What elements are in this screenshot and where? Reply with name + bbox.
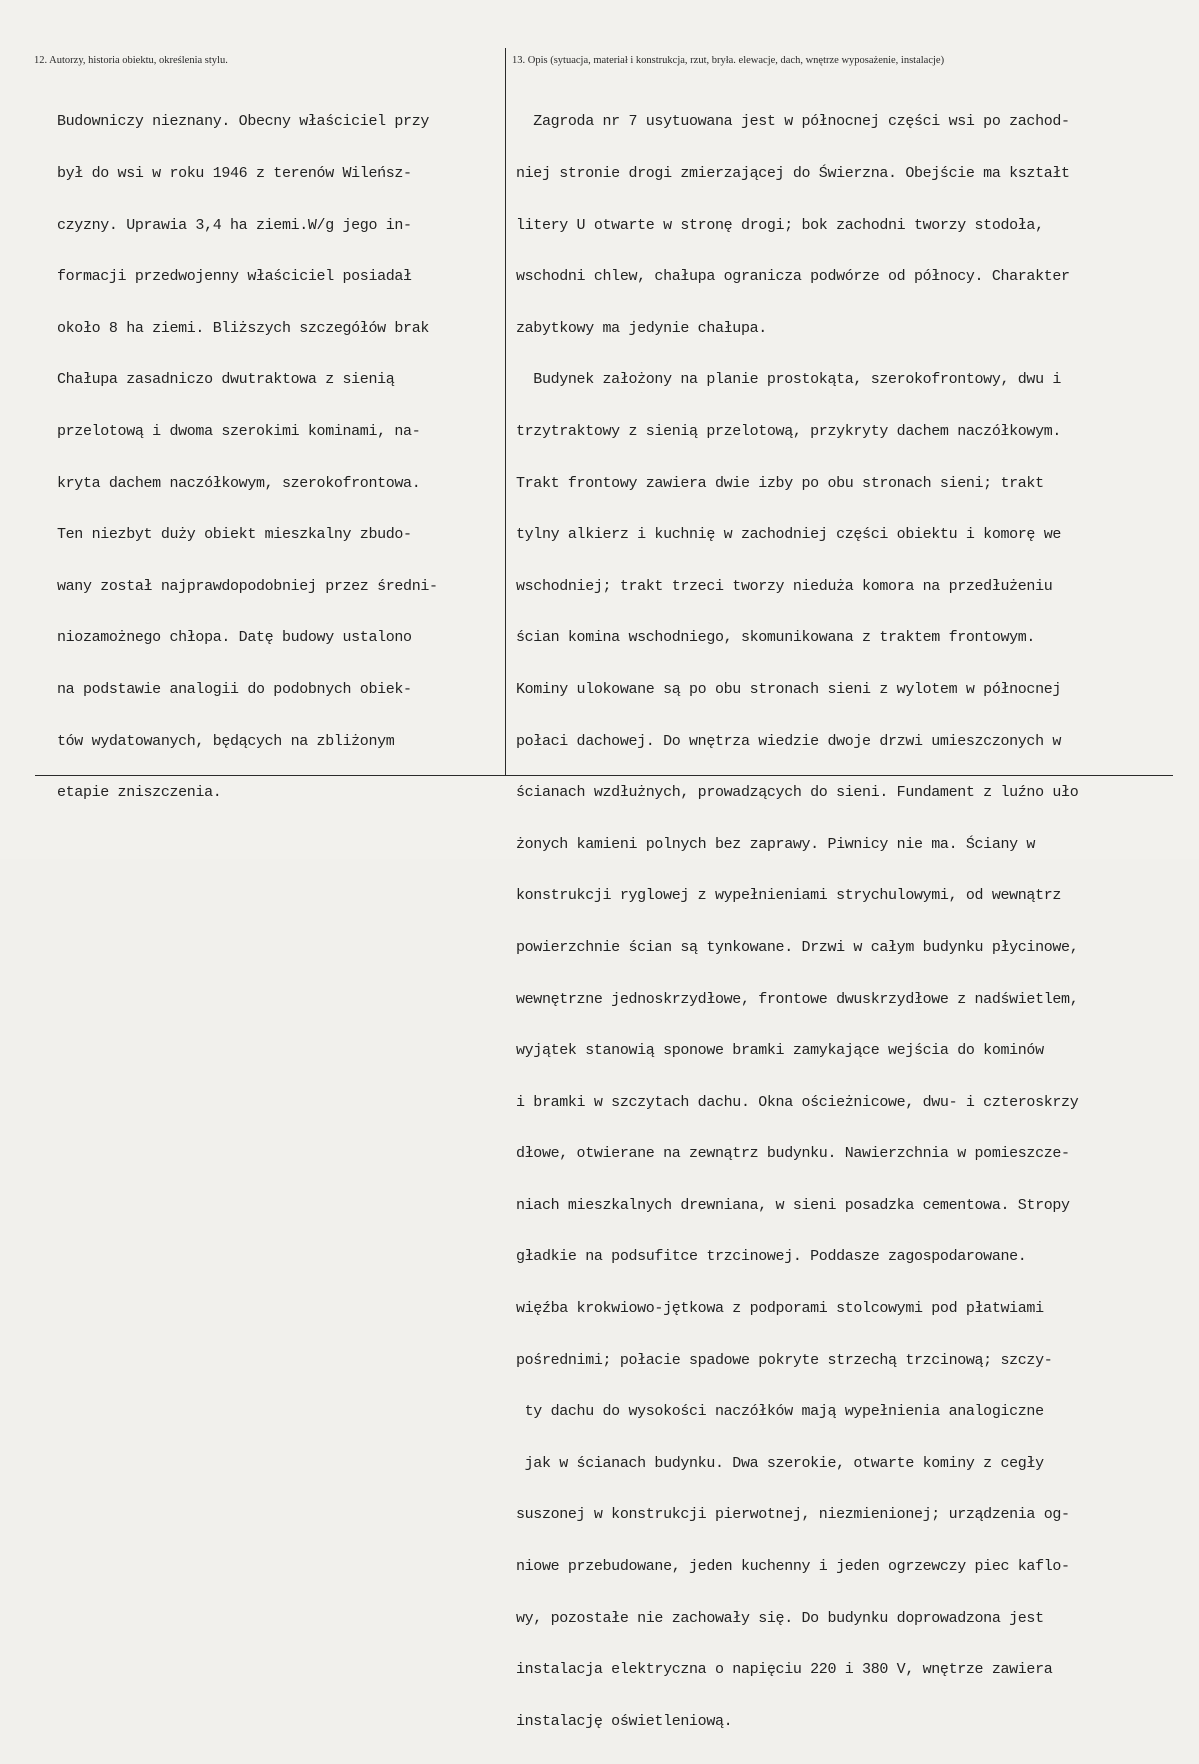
section-12-heading: 12. Autorzy, historia obiektu, określenia stylu. bbox=[34, 55, 228, 66]
text-line: powierzchnie ścian są tynkowane. Drzwi w całym budynku płycinowe, bbox=[516, 938, 1079, 956]
text-line: ścian komina wschodniego, skomunikowana z traktem frontowym. bbox=[516, 629, 1036, 647]
text-line: litery U otwarte w stronę drogi; bok zachodni tworzy stodoła, bbox=[516, 216, 1044, 234]
text-line: trzytraktowy z sienią przelotową, przykryty dachem naczółkowym. bbox=[516, 422, 1062, 440]
text-line: wy, pozostałe nie zachowały się. Do budynku doprowadzona jest bbox=[516, 1609, 1044, 1627]
text-line: instalację oświetleniową. bbox=[516, 1712, 733, 1730]
text-line: żonych kamieni polnych bez zaprawy. Piwnicy nie ma. Ściany w bbox=[516, 835, 1036, 853]
text-line: wany został najprawdopodobniej przez średni- bbox=[57, 577, 438, 595]
text-line: Ten niezbyt duży obiekt mieszkalny zbudo- bbox=[57, 526, 412, 544]
text-line: suszonej w konstrukcji pierwotnej, niezmienionej; urządzenia og- bbox=[516, 1506, 1070, 1524]
text-line: Trakt frontowy zawiera dwie izby po obu stronach sieni; trakt bbox=[516, 474, 1044, 492]
text-line: instalacja elektryczna o napięciu 220 i 380 V, wnętrze zawiera bbox=[516, 1661, 1053, 1679]
text-line: Kominy ulokowane są po obu stronach sieni z wylotem w północnej bbox=[516, 680, 1062, 698]
text-line: zabytkowy ma jedynie chałupa. bbox=[516, 319, 767, 337]
text-line: na podstawie analogii do podobnych obiek- bbox=[57, 680, 412, 698]
text-line: Budowniczy nieznany. Obecny właściciel przy bbox=[57, 113, 430, 131]
text-line: około 8 ha ziemi. Bliższych szczegółów brak bbox=[57, 319, 430, 337]
text-line: niowe przebudowane, jeden kuchenny i jeden ogrzewczy piec kaflo- bbox=[516, 1558, 1070, 1576]
text-line: gładkie na podsufitce trzcinowej. Poddasze zagospodarowane. bbox=[516, 1248, 1027, 1266]
text-line: etapie zniszczenia. bbox=[57, 784, 222, 802]
section-12-text bbox=[57, 79, 503, 836]
text-line: kryta dachem naczółkowym, szerokofrontowa. bbox=[57, 474, 421, 492]
text-line: i bramki w szczytach dachu. Okna ościeżnicowe, dwu- i czteroskrzy bbox=[516, 1093, 1079, 1111]
text-line: wschodniej; trakt trzeci tworzy nieduża komora na przedłużeniu bbox=[516, 577, 1053, 595]
text-line: był do wsi w roku 1946 z terenów Wileńsz- bbox=[57, 165, 412, 182]
text-line: niach mieszkalnych drewniana, w sieni posadzka cementowa. Stropy bbox=[516, 1196, 1070, 1214]
text-line: jak w ścianach budynku. Dwa szerokie, otwarte kominy z cegły bbox=[516, 1454, 1044, 1472]
text-line: konstrukcji ryglowej z wypełnieniami strychulowymi, od wewnątrz bbox=[516, 887, 1062, 905]
text-line: ścianach wzdłużnych, prowadzących do sieni. Fundament z luźno uło bbox=[516, 784, 1079, 802]
text-line: dłowe, otwierane na zewnątrz budynku. Nawierzchnia w pomieszcze- bbox=[516, 1145, 1070, 1163]
text-line: formacji przedwojenny właściciel posiadał bbox=[57, 268, 412, 286]
column-divider bbox=[505, 48, 506, 776]
text-line: pośrednimi; połacie spadowe pokryte strzechą trzcinową; szczy- bbox=[516, 1351, 1053, 1369]
text-line: więźba krokwiowo-jętkowa z podporami stolcowymi pod płatwiami bbox=[516, 1300, 1044, 1318]
text-line: przelotową i dwoma szerokimi kominami, na- bbox=[57, 422, 421, 440]
text-line: wewnętrzne jednoskrzydłowe, frontowe dwuskrzydłowe z nadświetlem, bbox=[516, 990, 1079, 1008]
text-line: połaci dachowej. Do wnętrza wiedzie dwoje drzwi umieszczonych w bbox=[516, 732, 1062, 750]
text-line: niej stronie drogi zmierzającej do Świerzna. Obejście ma kształt bbox=[516, 165, 1070, 182]
text-line: tów wydatowanych, będących na zbliżonym bbox=[57, 732, 395, 750]
text-line: Zagroda nr 7 usytuowana jest w północnej części wsi po zachod- bbox=[516, 113, 1070, 131]
section-13-text bbox=[516, 79, 1196, 1764]
text-line: ty dachu do wysokości naczółków mają wypełnienia analogiczne bbox=[516, 1403, 1044, 1421]
text-line: wschodni chlew, chałupa ogranicza podwórze od północy. Charakter bbox=[516, 268, 1070, 286]
text-line: czyzny. Uprawia 3,4 ha ziemi.W/g jego in- bbox=[57, 216, 412, 234]
text-line: tylny alkierz i kuchnię w zachodniej części obiektu i komorę we bbox=[516, 526, 1062, 544]
text-line: wyjątek stanowią sponowe bramki zamykające wejścia do kominów bbox=[516, 1042, 1044, 1060]
section-13-heading: 13. Opis (sytuacja, materiał i konstrukcja, rzut, bryła. elewacje, dach, wnętrze wyposażenie, instalacje) bbox=[512, 55, 945, 66]
text-line: Budynek założony na planie prostokąta, szerokofrontowy, dwu i bbox=[516, 371, 1062, 389]
text-line: niozamożnego chłopa. Datę budowy ustalono bbox=[57, 629, 412, 647]
text-line: Chałupa zasadniczo dwutraktowa z sienią bbox=[57, 371, 395, 389]
